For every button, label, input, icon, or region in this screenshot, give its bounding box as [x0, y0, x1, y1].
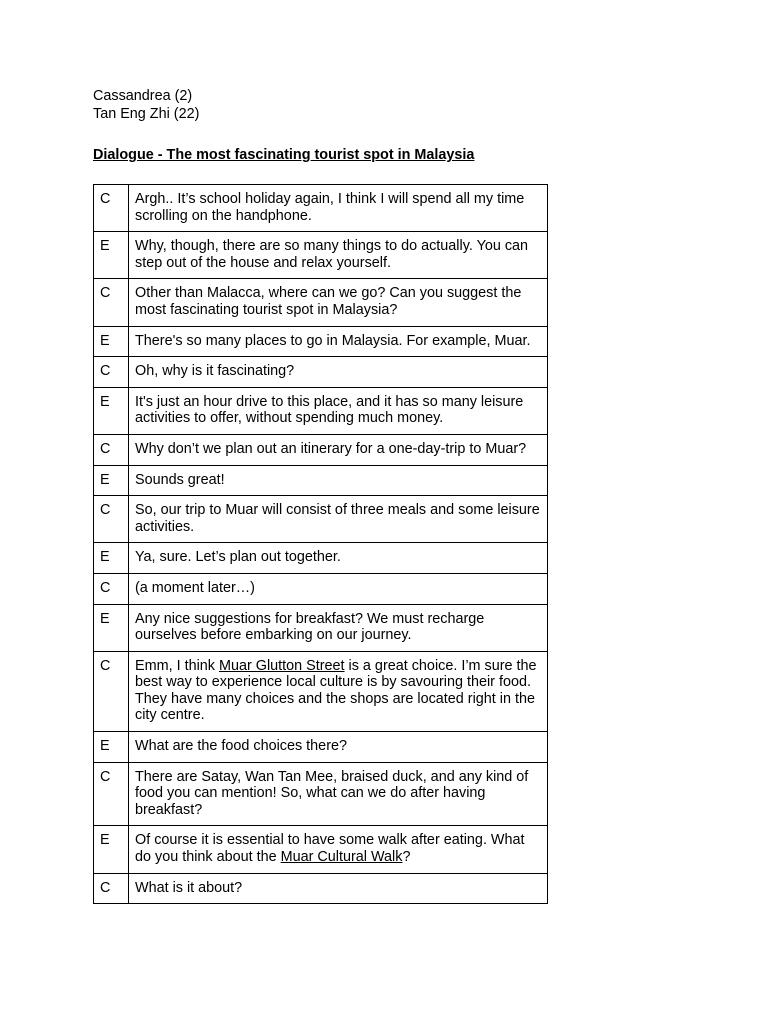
speaker-cell: E — [94, 232, 129, 279]
place-link-muar-cultural-walk[interactable]: Muar Cultural Walk — [280, 849, 403, 866]
document-title: Dialogue - The most fascinating tourist spot in Malaysia — [93, 147, 475, 163]
dialogue-row — [94, 279, 548, 326]
line-text: ? — [402, 849, 411, 866]
place-link-muar-glutton-street[interactable]: Muar Glutton Street — [218, 657, 345, 674]
speaker-cell: C — [94, 185, 129, 232]
dialogue-row — [94, 762, 548, 826]
line-cell: Other than Malacca, where can we go? Can you suggest the most fascinating tourist spot in Malaysia? — [129, 279, 548, 326]
dialogue-row — [94, 496, 548, 543]
dialogue-row — [94, 232, 548, 279]
speaker-cell: C — [94, 279, 129, 326]
line-cell: Ya, sure. Let’s plan out together. — [129, 543, 548, 574]
line-cell: It's just an hour drive to this place, and it has so many leisure activities to offer, without spending much money. — [129, 387, 548, 434]
speaker-cell: E — [94, 543, 129, 574]
dialogue-table — [93, 184, 548, 904]
dialogue-row — [94, 465, 548, 496]
line-cell: Sounds great! — [129, 465, 548, 496]
dialogue-row — [94, 326, 548, 357]
speaker-cell: E — [94, 465, 129, 496]
line-cell: (a moment later…) — [129, 573, 548, 604]
line-cell: So, our trip to Muar will consist of three meals and some leisure activities. — [129, 496, 548, 543]
line-cell: There are Satay, Wan Tan Mee, braised duck, and any kind of food you can mention! So, what can we do after having breakfast? — [129, 762, 548, 826]
dialogue-row — [94, 543, 548, 574]
dialogue-row — [94, 387, 548, 434]
line-text: Of course it is essential to have some walk after eating. What do you think about the — [135, 832, 525, 866]
speaker-cell: C — [94, 357, 129, 388]
dialogue-row — [94, 573, 548, 604]
author-name: Tan Eng Zhi (22) — [93, 106, 200, 122]
line-text: Emm, I think — [135, 657, 219, 674]
speaker-cell: E — [94, 326, 129, 357]
dialogue-row — [94, 434, 548, 465]
dialogue-row — [94, 185, 548, 232]
line-cell — [129, 826, 548, 873]
line-cell: Any nice suggestions for breakfast? We must recharge ourselves before embarking on our journey. — [129, 604, 548, 651]
speaker-cell: C — [94, 873, 129, 904]
speaker-cell: C — [94, 496, 129, 543]
speaker-cell: E — [94, 387, 129, 434]
line-cell — [129, 651, 548, 731]
speaker-cell: C — [94, 762, 129, 826]
speaker-cell: C — [94, 573, 129, 604]
speaker-cell: E — [94, 604, 129, 651]
author-list — [93, 87, 199, 123]
line-text: is a great choice. I’m sure the best way to experience local culture is by savouring their food. They have many choices and the shops are located right in the city centre. — [135, 657, 537, 724]
dialogue-row — [94, 873, 548, 904]
line-cell: There's so many places to go in Malaysia. For example, Muar. — [129, 326, 548, 357]
speaker-cell: C — [94, 434, 129, 465]
speaker-cell: E — [94, 826, 129, 873]
line-cell: Why, though, there are so many things to do actually. You can step out of the house and relax yourself. — [129, 232, 548, 279]
speaker-cell: E — [94, 732, 129, 763]
dialogue-row — [94, 651, 548, 731]
line-cell: What is it about? — [129, 873, 548, 904]
line-cell: What are the food choices there? — [129, 732, 548, 763]
dialogue-row — [94, 826, 548, 873]
dialogue-row — [94, 732, 548, 763]
line-cell: Argh.. It’s school holiday again, I think I will spend all my time scrolling on the handphone. — [129, 185, 548, 232]
dialogue-row — [94, 357, 548, 388]
line-cell: Why don’t we plan out an itinerary for a one-day-trip to Muar? — [129, 434, 548, 465]
dialogue-row — [94, 604, 548, 651]
author-name: Cassandrea (2) — [93, 88, 193, 104]
line-cell: Oh, why is it fascinating? — [129, 357, 548, 388]
speaker-cell: C — [94, 651, 129, 731]
